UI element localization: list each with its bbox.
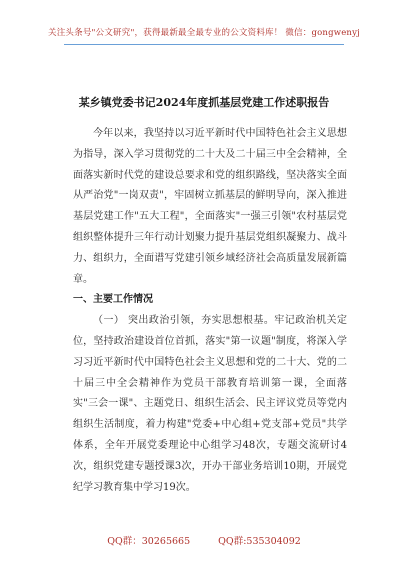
footer-contact bbox=[0, 533, 408, 547]
section1-paragraph-1: （一） 突出政治引领，夯实思想根基。牢记政治机关定位，坚持政治建设首位首抓，落实"第一议题"制度，将深入学习习近平新时代中国特色社会主义思想和党的二十大、党的二十届三中全会精神作为党员干部教育培训第一课，全面落实"三会一课"、主题党日、组织生活会、民主评议党员等党内组织生活制度，着力构建"党委+中心组+党支部+党员"共学体系，全年开展党委理论中心组学习48次，专题交流研讨4次，组织党建专题授课3次，开办干部业务培训10期，开展党纪学习教育集中学习19次。 bbox=[73, 315, 347, 493]
header-divider bbox=[64, 44, 344, 45]
qq-group-2: QQ群:535304092 bbox=[218, 536, 301, 547]
qq-group-1: QQ群：30265665 bbox=[107, 536, 191, 547]
document-title: 某乡镇党委书记2024年度抓基层党建工作述职报告 bbox=[78, 96, 330, 109]
header-note: 关注头条号"公文研究"，获得最新最全最专业的公文资料库！ 微信：gongwenyj bbox=[48, 28, 360, 38]
intro-paragraph: 今年以来，我坚持以习近平新时代中国特色社会主义思想为指导，深入学习贯彻党的二十大及二十届三中全会精神，全面落实新时代党的建设总要求和党的组织路线，坚决落实全面从严治党"一岗双责"，牢固树立抓基层的鲜明导向，深入推进基层党建工作"五大工程"，全面落实"一强三引领"农村基层党组织整体提升三年行动计划聚力提升基层党组织凝聚力、战斗力、组织力，全面谱写党建引领乡域经济社会高质量发展新篇章。 bbox=[73, 128, 347, 285]
document-body bbox=[73, 124, 347, 498]
section-heading: 一、主要工作情况 bbox=[73, 294, 153, 306]
